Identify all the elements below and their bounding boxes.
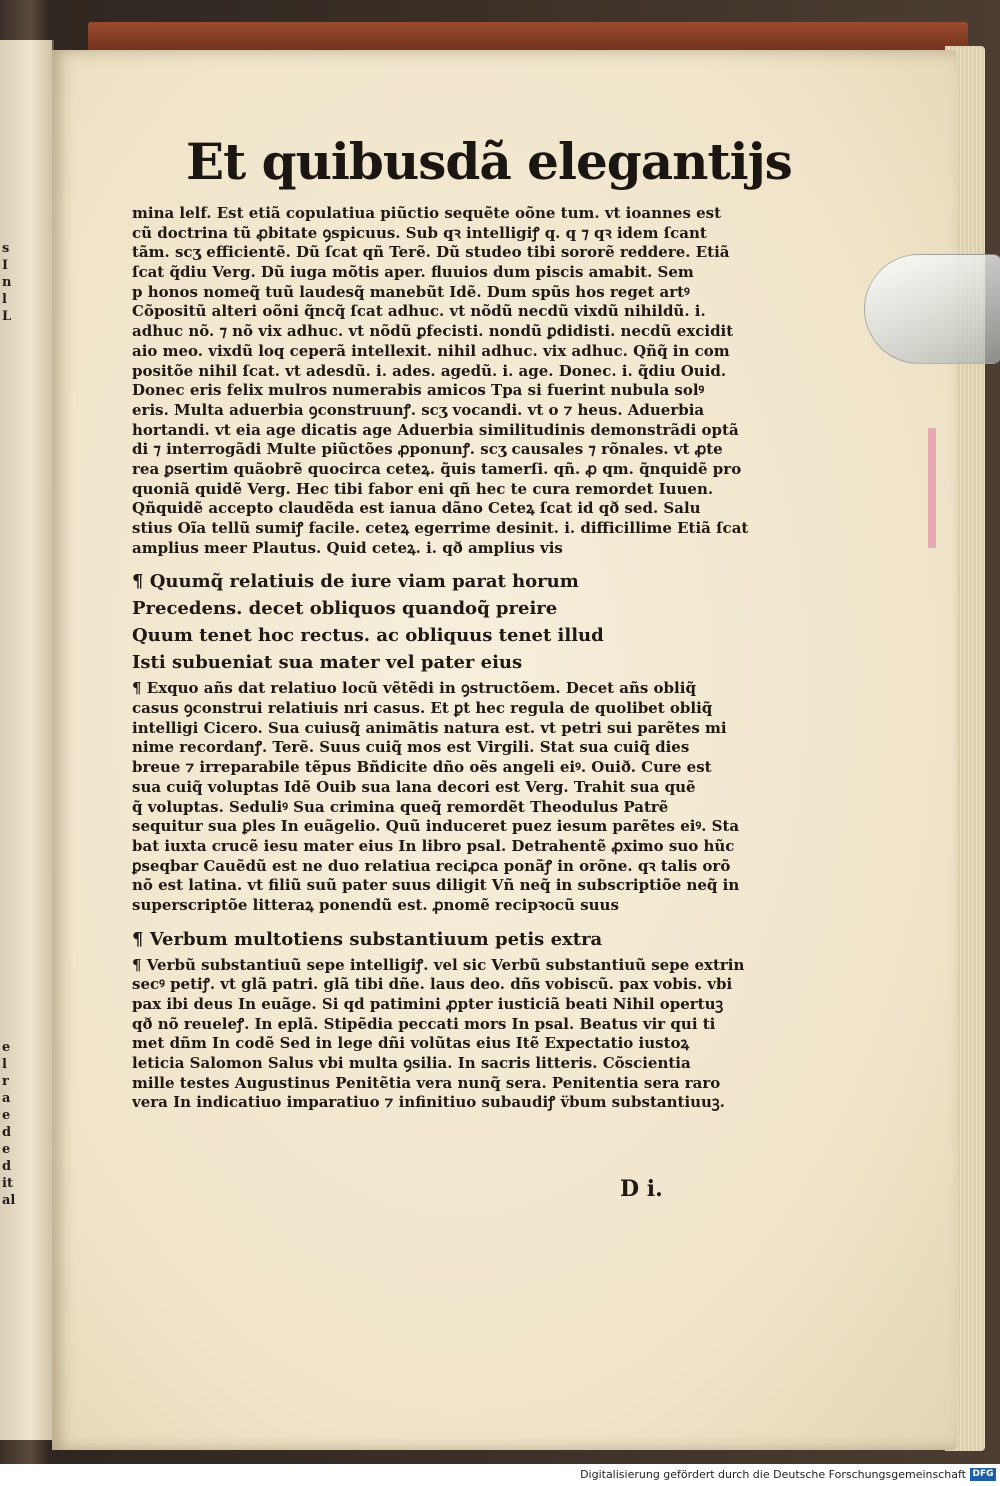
text-line: positõe nihil ſcat. vt adesdũ. i. ades. agedũ. i. age. Donec. i. q̃diu Ouid. <box>132 361 727 380</box>
text-line: tãm. scʒ efficientẽ. Dũ ſcat qñ Terẽ. Dũ studeo tibi sororẽ reddere. Etiã <box>132 243 730 262</box>
text-line: sua cuiq̃ voluptas Idẽ Ouib sua lana decori est Verg. Trahit sua quẽ <box>132 777 696 796</box>
text-line: qð nõ reueleꝭ. In eplã. Stipẽdia peccati mors In psal. Beatus vir qui ti <box>132 1014 716 1033</box>
text-line: amplius meer Plautus. Quid ceteꝝ. i. qð amplius vis <box>132 538 563 557</box>
text-line: p honos nomeq̃ tuũ laudesq̃ manebũt Idẽ. Dum spũs hos reget artꝰ <box>132 282 690 301</box>
text-line: casus ꝯconstrui relatiuis nri casus. Et ꝑt hec regula de quolibet obliq̃ <box>132 699 713 718</box>
footer-bar <box>0 1464 1000 1486</box>
text-line: stius Oĩa tellũ sumiꝭ facile. ceteꝝ egerrime desinit. i. difficillime Etiã ſcat <box>132 519 749 537</box>
paragraph-3 <box>132 956 767 1114</box>
text-line: ꝑseqbar Cauẽdũ est ne duo relatiua reciꝓca ponãꝭ in orõne. qꝛ talis orõ <box>132 856 731 875</box>
text-line: Cõpositũ alteri oõni q̃ncq̃ ſcat adhuc. vt nõdũ necdũ vixdũ nihildũ. i. <box>132 302 706 321</box>
paragraph-1 <box>132 204 767 558</box>
text-line: hortandi. vt eia age dicatis age Aduerbia similitudinis demonstrãdi optã <box>132 420 739 439</box>
text-line: superscriptõe litteraꝝ ponendũ est. ꝓnomẽ recipꝛocũ suus <box>132 895 619 914</box>
page-marker-tab <box>928 428 936 548</box>
text-line: q̃ voluptas. Seduliꝰ Sua crimina queq̃ remordẽt Theodulus Patrẽ <box>132 797 669 816</box>
text-line: aio meo. vixdũ loq ceperã intellexit. nihil adhuc. vix adhuc. Qñq̃ in com <box>132 341 730 360</box>
text-line: eris. Multa aduerbia ꝯconstruunꝭ. scʒ vocandi. vt o ⁊ heus. Aduerbia <box>132 400 705 419</box>
text-line: adhuc nõ. ⁊ nõ vix adhuc. vt nõdũ ꝑfecisti. nondũ ꝑdidisti. necdũ excidit <box>132 322 734 341</box>
text-line: cũ doctrina tũ ꝓbitate ꝯspicuus. Sub qꝛ intelligiꝭ q. q ⁊ qꝛ idem ſcant <box>132 223 707 242</box>
verse-line-2: ¶ Verbum multotiens substantiuum petis extra <box>132 928 603 950</box>
text-line: vera In indicatiuo imparatiuo ⁊ infinitiuo subaudiꝭ v̈bum substantiuuꝫ. <box>132 1093 725 1112</box>
text-line: pax ibi deus In euãge. Si qd patimini ꝓpter iusticiã beati Nihil opertuꝫ <box>132 995 724 1013</box>
verse-line: ¶ Quumq̃ relatiuis de iure viam parat horum <box>132 571 579 593</box>
text-line: rea ꝑsertim quãobrẽ quocirca ceteꝝ. q̃uis tamerſi. qñ. ꝓ qm. q̃nquidẽ pro <box>132 459 742 478</box>
facing-page-edge <box>0 40 54 1440</box>
funding-credit: Digitalisierung gefördert durch die Deutsche Forschungsgemeinschaft <box>580 1468 966 1481</box>
running-head: Et quibusdã elegantijs <box>186 132 792 191</box>
text-line: ¶ Exquo añs dat relatiuo locũ vẽtẽdi in ꝯstructõem. Decet añs obliq̃ <box>132 679 696 698</box>
text-line: mille testes Augustinus Penitẽtia vera nunq̃ sera. Penitentia sera raro <box>132 1073 721 1092</box>
verse-line: Isti subueniat sua mater vel pater eius <box>132 652 523 674</box>
text-line: Qñquidẽ accepto claudẽda est ianua dãno Ceteꝝ ſcat id qð sed. Salu <box>132 499 701 518</box>
text-line: nõ est latina. vt filiũ suũ pater suus diligit Vñ neq̃ in subscriptiõe neq̃ in <box>132 876 740 895</box>
verse-line: Quum tenet hoc rectus. ac obliquus tenet illud <box>132 625 604 647</box>
dfg-logo-icon: DFG <box>970 1468 996 1481</box>
text-line: breue ⁊ irreparabile tẽpus Bñdicite dño oẽs angeli eiꝰ. Ouið. Cure est <box>132 758 712 777</box>
text-line: nime recordanꝭ. Terẽ. Suus cuiq̃ mos est Virgili. Stat sua cuiq̃ dies <box>132 738 690 757</box>
text-line: secꝰ petiꝭ. vt glã patri. glã tibi dñe. laus deo. dñs vobiscũ. pax vobis. vbi <box>132 975 733 994</box>
text-line: Donec eris felix mulros numerabis amicos Tpa si fuerint nubula solꝰ <box>132 381 705 400</box>
page-body <box>132 204 767 1113</box>
text-line: di ⁊ interrogãdi Multe piũctões ꝓponunꝭ. scʒ causales ⁊ rõnales. vt ꝓte <box>132 440 723 459</box>
page-clip <box>864 254 1000 364</box>
facing-page-fragments: s I n l L e l r a e d e d it al <box>2 241 16 1208</box>
paragraph-2 <box>132 679 767 915</box>
text-line: intelligi Cicero. Sua cuiusq̃ animãtis natura est. vt petri sui parẽtes mi <box>132 718 727 737</box>
text-line: mina lelf. Est etiã copulatiua piũctio sequẽte oõne tum. vt ioannes est <box>132 204 722 222</box>
text-line: quoniã quidẽ Verg. Hec tibi fabor eni qñ hec te cura remordet Iuuen. <box>132 479 714 498</box>
text-line: ſcat q̃diu Verg. Dũ iuga mõtis aper. fluuios dum piscis amabit. Sem <box>132 263 694 282</box>
text-line: sequitur sua ꝑles In euãgelio. Quũ induceret puez iesum parẽtes eiꝰ. Sta <box>132 817 740 836</box>
text-line: ¶ Verbũ substantiuũ sepe intelligiꝭ. vel sic Verbũ substantiuũ sepe extrin <box>132 955 745 974</box>
text-line: met dñm In codẽ Sed in lege dñi volũtas eius Itẽ Expectatio iustoꝝ <box>132 1034 690 1053</box>
verse-line: Precedens. decet obliquos quandoq̃ preire <box>132 598 558 620</box>
text-line: leticia Salomon Salus vbi multa ꝯsilia. In sacris litteris. Cõscientia <box>132 1054 691 1073</box>
verse-block <box>132 571 767 674</box>
signature-mark: D i. <box>620 1176 663 1202</box>
text-line: bat iuxta crucẽ iesu mater eius In libro psal. Detrahentẽ ꝓximo suo hũc <box>132 836 735 855</box>
